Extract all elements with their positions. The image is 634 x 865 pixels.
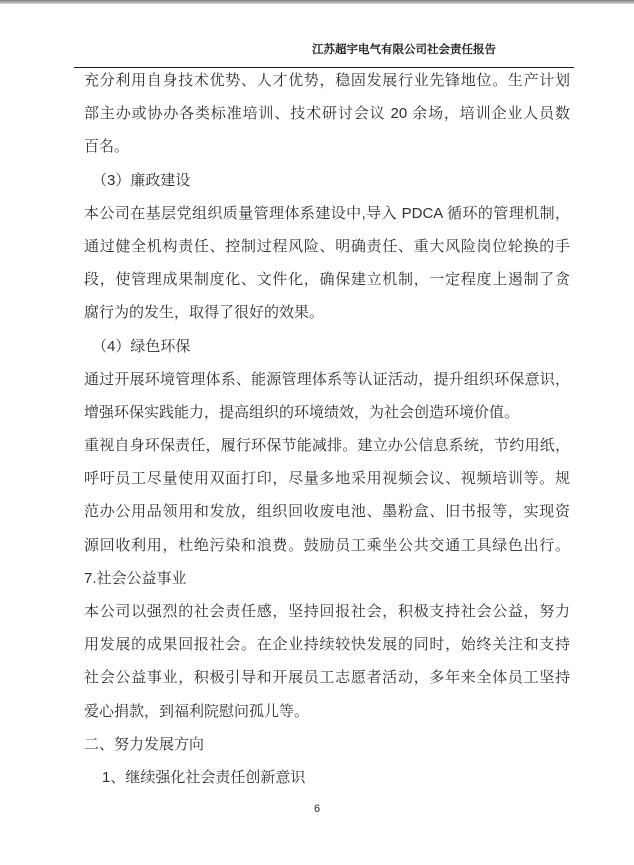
- running-header-title: 江苏超宇电气有限公司社会责任报告: [312, 44, 496, 56]
- text-line: 通过健全机构责任、控制过程风险、明确责任、重大风险岗位轮换的手: [84, 237, 570, 255]
- text-line: 部主办或协办各类标准培训、技术研讨会议 20 余场，培训企业人员数: [84, 105, 570, 123]
- text-line: 重视自身环保责任，履行环保节能减排。建立办公信息系统，节约用纸，: [84, 437, 570, 455]
- text-line: 腐行为的发生，取得了很好的效果。: [84, 304, 325, 322]
- text-line: 本公司以强烈的社会责任感，坚持回报社会，积极支持社会公益，努力: [84, 603, 570, 620]
- text-line: 本公司在基层党组织质量管理体系建设中,导入 PDCA 循环的管理机制，: [84, 204, 570, 222]
- section-heading: （3）廉政建设: [92, 171, 191, 189]
- section-heading: 1、继续强化社会责任创新意识: [102, 768, 306, 786]
- section-heading: （4）绿色环保: [92, 337, 191, 355]
- text-line: 社会公益事业，积极引导和开展员工志愿者活动，多年来全体员工坚持: [84, 669, 570, 687]
- page-number: 6: [313, 803, 321, 815]
- section-heading: 7.社会公益事业: [84, 569, 187, 587]
- text-line: 百名。: [84, 138, 130, 156]
- text-line: 源回收利用，杜绝污染和浪费。鼓励员工乘坐公共交通工具绿色出行。: [84, 536, 570, 554]
- text-line: 增强环保实践能力，提高组织的环境绩效，为社会创造环境价值。: [84, 403, 520, 421]
- text-line: 呼吁员工尽量使用双面打印，尽量多地采用视频会议、视频培训等。规: [84, 470, 570, 488]
- text-line: 段，使管理成果制度化、文件化，确保建立机制，一定程度上遏制了贪: [84, 271, 570, 289]
- window-top-edge: [0, 0, 634, 4]
- section-heading: 二、努力发展方向: [84, 735, 205, 753]
- text-line: 范办公用品领用和发放，组织回收废电池、墨粉盒、旧书报等，实现资: [84, 503, 570, 521]
- document-body: [84, 64, 570, 794]
- text-line: 充分利用自身技术优势、人才优势，稳固发展行业先锋地位。生产计划: [84, 72, 570, 89]
- text-line: 通过开展环境管理体系、能源管理体系等认证活动，提升组织环保意识，: [84, 370, 570, 388]
- text-line: 爱心捐款，到福利院慰问孤儿等。: [84, 702, 310, 720]
- text-line: 用发展的成果回报社会。在企业持续较快发展的同时，始终关注和支持: [84, 636, 570, 654]
